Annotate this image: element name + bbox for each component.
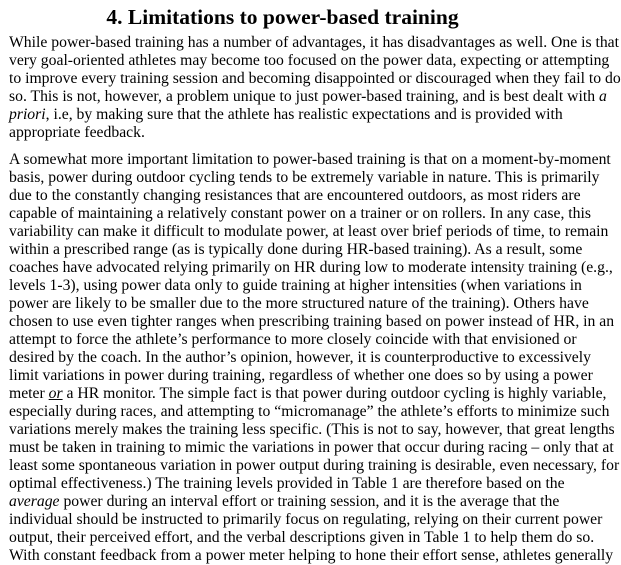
text-run: appropriate feedback. bbox=[9, 124, 145, 141]
text-line bbox=[9, 529, 595, 547]
text-run: capable of maintaining a relatively constant power on a trainer or on rollers. In any case, this bbox=[9, 205, 591, 222]
emphasized-text: average bbox=[9, 493, 60, 510]
section-heading: 4. Limitations to power-based training bbox=[106, 5, 459, 29]
text-run: meter bbox=[9, 385, 49, 402]
text-line bbox=[9, 493, 565, 511]
text-line bbox=[9, 223, 609, 241]
text-run: especially during races, and attempting to “micromanage” the athlete’s efforts to minimize such bbox=[9, 403, 610, 420]
paragraph-power-variability-limitation bbox=[9, 151, 620, 565]
text-run: A somewhat more important limitation to power-based training is that on a moment-by-moment bbox=[9, 151, 611, 168]
emphasized-text: or bbox=[48, 385, 63, 402]
text-line bbox=[9, 34, 620, 52]
text-run: due to the constantly changing resistances that are encountered outdoors, as most riders are bbox=[9, 187, 581, 204]
text-run: With constant feedback from a power meter helping to hone their effort sense, athletes generally bbox=[9, 547, 614, 564]
text-run: attempt to force the athlete’s performance to more closely coincide with that envisioned or bbox=[9, 331, 577, 348]
paragraph-power-training-disadvantages bbox=[9, 34, 621, 142]
text-line bbox=[9, 205, 591, 223]
text-run: While power-based training has a number of advantages, it has disadvantages as well. One is that bbox=[9, 34, 620, 51]
text-run: to improve every training session and becoming disappointed or discouraged when they fail to do bbox=[9, 70, 621, 87]
text-line bbox=[9, 385, 607, 403]
text-run: optimal effectiveness.) The training levels provided in Table 1 are therefore based on the bbox=[9, 475, 565, 492]
text-line bbox=[9, 241, 583, 259]
text-run: power during an interval effort or training session, and it is the average that the bbox=[59, 493, 560, 510]
text-line bbox=[9, 457, 620, 475]
text-run: so. This is not, however, a problem unique to just power-based training, and is best dealt with bbox=[9, 88, 599, 105]
text-run: very goal-oriented athletes may become too focused on the power data, expecting or attempting bbox=[9, 52, 610, 69]
text-run: variability can make it difficult to modulate power, at least over brief periods of time, to remain bbox=[9, 223, 609, 240]
text-line bbox=[9, 187, 581, 205]
emphasized-text: a bbox=[599, 88, 607, 105]
text-run: within a prescribed range (as is typically done during HR-based training). As a result, some bbox=[9, 241, 583, 258]
text-run: chosen to use even tighter ranges when prescribing training based on power instead of HR, in an bbox=[9, 313, 615, 330]
text-line bbox=[9, 277, 582, 295]
text-run: basis, power during outdoor cycling tends to be extremely variable in nature. This is primarily bbox=[9, 169, 600, 186]
text-run: desired by the coach. In the author’s opinion, however, it is counterproductive to excessively bbox=[9, 349, 591, 366]
text-run: coaches have advocated relying primarily on HR during low to moderate intensity training (e.g., bbox=[9, 259, 613, 276]
text-line bbox=[9, 511, 603, 529]
text-line bbox=[9, 403, 610, 421]
text-run: power are likely to be smaller due to the more structured nature of the training). Others have bbox=[9, 295, 589, 312]
text-line bbox=[9, 151, 611, 169]
text-line bbox=[9, 313, 615, 331]
text-line bbox=[9, 169, 600, 187]
text-line bbox=[9, 295, 589, 313]
text-line bbox=[9, 259, 613, 277]
text-run: , i.e, by making sure that the athlete has realistic expectations and is provided with bbox=[45, 106, 563, 123]
text-line bbox=[9, 70, 621, 88]
text-run: output, their perceived effort, and the verbal descriptions given in Table 1 to help them do so. bbox=[9, 529, 595, 546]
text-run: levels 1-3), using power data only to guide training at higher intensities (when variations in bbox=[9, 277, 582, 294]
text-line bbox=[9, 331, 577, 349]
text-line bbox=[9, 439, 614, 457]
text-run: limit variations in power during training, regardless of whether one does so by using a power bbox=[9, 367, 593, 384]
text-line bbox=[9, 88, 607, 106]
text-line bbox=[9, 349, 591, 367]
text-line bbox=[9, 367, 593, 385]
text-run: least some spontaneous variation in power output during training is desirable, even necessary, for bbox=[9, 457, 620, 474]
text-run: individual should be instructed to primarily focus on regulating, relying on their current power bbox=[9, 511, 603, 528]
emphasized-text: priori bbox=[9, 106, 46, 123]
text-line bbox=[9, 421, 615, 439]
text-line bbox=[9, 475, 565, 493]
text-run: must be taken in training to mimic the variations in power that occur during racing – only that at bbox=[9, 439, 614, 456]
text-line bbox=[9, 106, 565, 124]
text-run: a HR monitor. The simple fact is that power during outdoor cycling is highly variable, bbox=[62, 385, 607, 402]
text-line bbox=[9, 124, 565, 142]
text-line bbox=[9, 52, 610, 70]
text-line bbox=[9, 547, 614, 565]
text-run: variations merely makes the training less specific. (This is not to say, however, that great lengths bbox=[9, 421, 615, 438]
